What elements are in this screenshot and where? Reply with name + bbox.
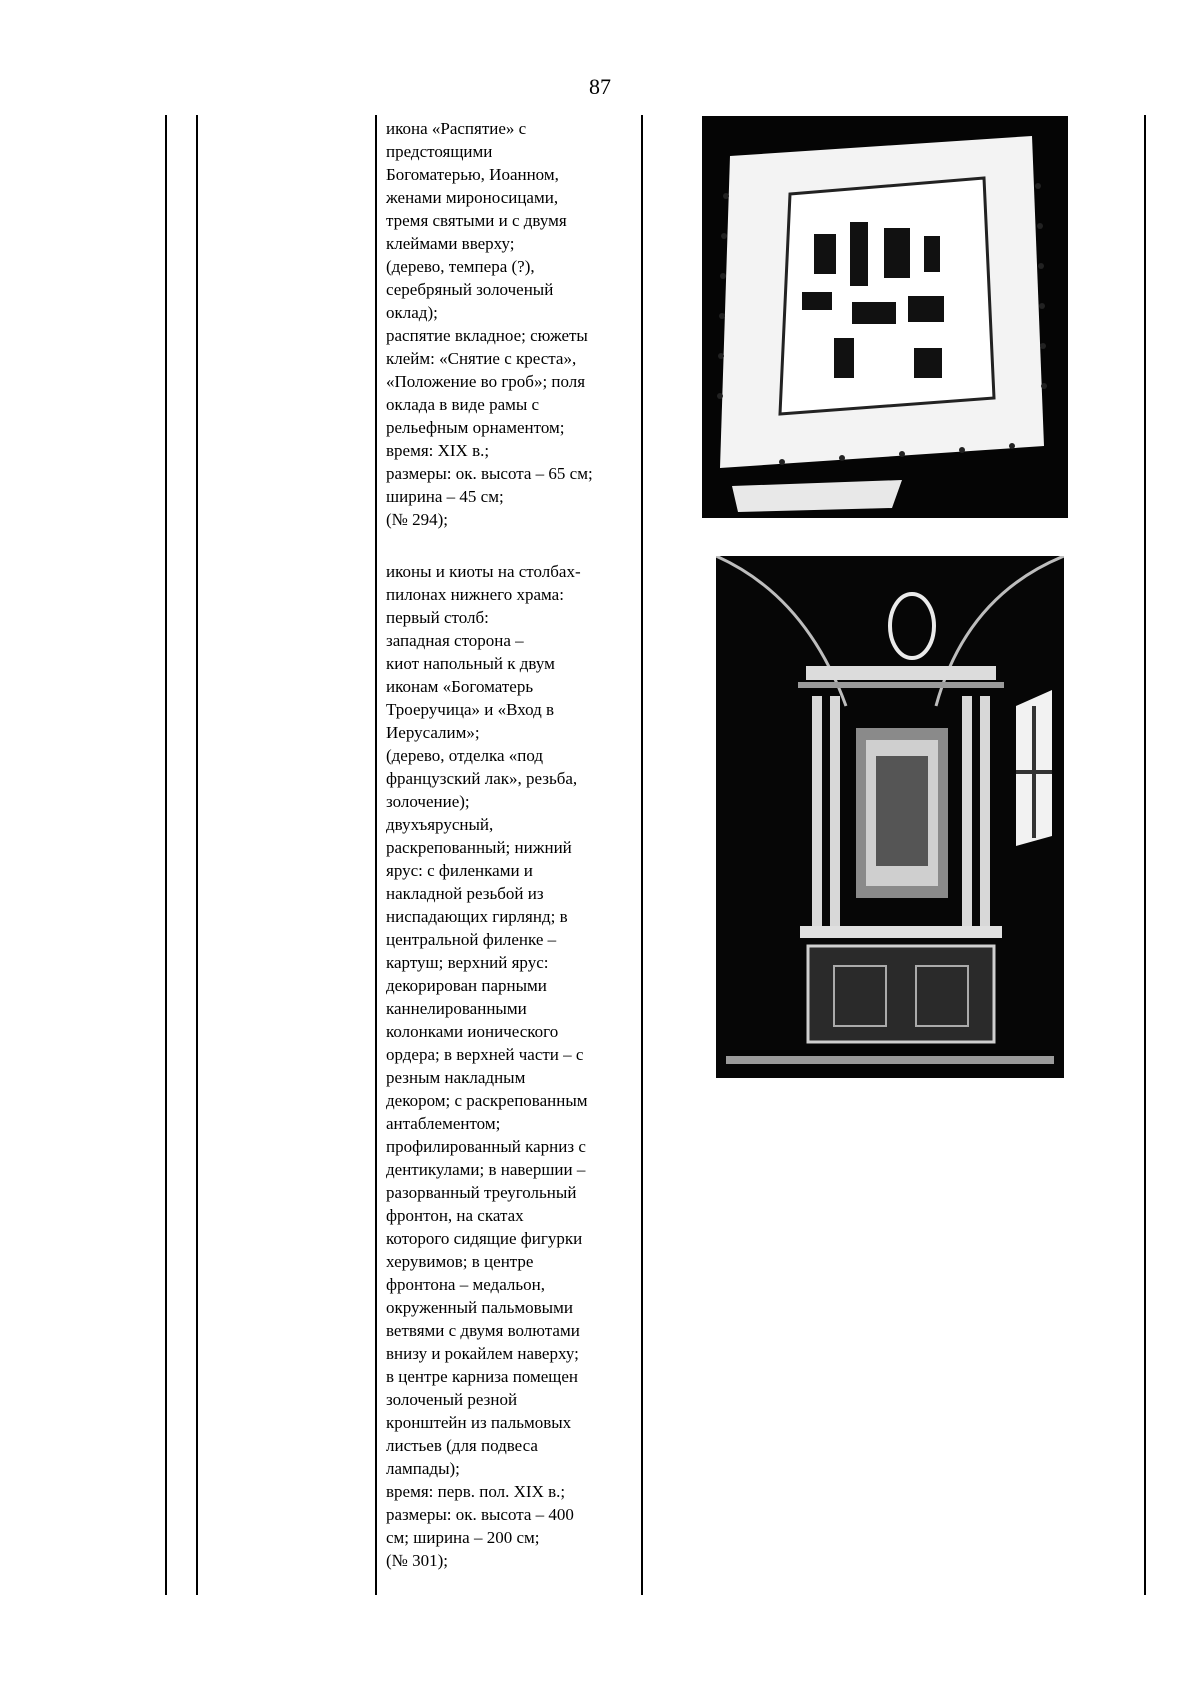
text-line: см; ширина – 200 см; bbox=[386, 1528, 540, 1547]
text-line: рельефным орнаментом; bbox=[386, 418, 565, 437]
table-border-text-left bbox=[375, 115, 377, 1595]
text-line: Троеручица» и «Вход в bbox=[386, 700, 555, 719]
entry-icon-case bbox=[386, 560, 632, 1572]
text-line: иконам «Богоматерь bbox=[386, 677, 534, 696]
text-line: икона «Распятие» с bbox=[386, 119, 527, 138]
text-line: центральной филенке – bbox=[386, 930, 557, 949]
text-line: накладной резьбой из bbox=[386, 884, 544, 903]
text-line: киот напольный к двум bbox=[386, 654, 555, 673]
text-line: золочение); bbox=[386, 792, 470, 811]
text-line: иконы и киоты на столбах- bbox=[386, 562, 581, 581]
text-line: фронтона – медальон, bbox=[386, 1275, 545, 1294]
text-line: женами мироносицами, bbox=[386, 188, 559, 207]
text-line: ярус: с филенками и bbox=[386, 861, 533, 880]
text-line: пилонах нижнего храма: bbox=[386, 585, 564, 604]
text-line: резным накладным bbox=[386, 1068, 526, 1087]
text-line: размеры: ок. высота – 65 см; bbox=[386, 464, 593, 483]
text-line: профилированный карниз с bbox=[386, 1137, 586, 1156]
text-line: размеры: ок. высота – 400 bbox=[386, 1505, 574, 1524]
text-line: фронтон, на скатах bbox=[386, 1206, 524, 1225]
text-line: время: XIX в.; bbox=[386, 441, 490, 460]
text-line: время: перв. пол. XIX в.; bbox=[386, 1482, 566, 1501]
text-line: антаблементом; bbox=[386, 1114, 501, 1133]
text-line: распятие вкладное; сюжеты bbox=[386, 326, 588, 345]
entry-crucifixion-icon bbox=[386, 117, 632, 531]
text-line: каннелированными bbox=[386, 999, 527, 1018]
text-line: золоченый резной bbox=[386, 1390, 518, 1409]
text-line: западная сторона – bbox=[386, 631, 524, 650]
text-line: тремя святыми и с двумя bbox=[386, 211, 567, 230]
text-line: декорирован парными bbox=[386, 976, 547, 995]
text-line: ветвями с двумя волютами bbox=[386, 1321, 580, 1340]
text-line: оклад); bbox=[386, 303, 438, 322]
page-number: 87 bbox=[589, 74, 611, 99]
text-line: колонками ионического bbox=[386, 1022, 559, 1041]
text-line: окруженный пальмовыми bbox=[386, 1298, 573, 1317]
text-line: картуш; верхний ярус: bbox=[386, 953, 549, 972]
text-line: (№ 294); bbox=[386, 510, 449, 529]
text-line: кронштейн из пальмовых bbox=[386, 1413, 572, 1432]
table-border-left-outer bbox=[165, 115, 167, 1595]
text-line: оклада в виде рамы с bbox=[386, 395, 540, 414]
text-line: херувимов; в центре bbox=[386, 1252, 534, 1271]
text-line: французский лак», резьба, bbox=[386, 769, 578, 788]
text-line: серебряный золоченый bbox=[386, 280, 554, 299]
text-line: которого сидящие фигурки bbox=[386, 1229, 583, 1248]
text-line: раскрепованный; нижний bbox=[386, 838, 572, 857]
table-border-left-inner bbox=[196, 115, 198, 1595]
text-line: первый столб: bbox=[386, 608, 489, 627]
photo-icon-case bbox=[716, 556, 1064, 1078]
text-line: (дерево, темпера (?), bbox=[386, 257, 535, 276]
text-line: клеймами вверху; bbox=[386, 234, 515, 253]
text-line: внизу и рокайлем наверху; bbox=[386, 1344, 579, 1363]
text-line: клейм: «Снятие с креста», bbox=[386, 349, 577, 368]
text-line: в центре карниза помещен bbox=[386, 1367, 579, 1386]
text-line: листьев (для подвеса bbox=[386, 1436, 538, 1455]
table-border-text-right bbox=[641, 115, 643, 1595]
text-line: декором; с раскрепованным bbox=[386, 1091, 588, 1110]
text-line: ордера; в верхней части – с bbox=[386, 1045, 584, 1064]
text-line: лампады); bbox=[386, 1459, 460, 1478]
text-line: (дерево, отделка «под bbox=[386, 746, 544, 765]
text-line: ниспадающих гирлянд; в bbox=[386, 907, 568, 926]
text-line: ширина – 45 см; bbox=[386, 487, 504, 506]
text-line: Иерусалим»; bbox=[386, 723, 480, 742]
photo-crucifixion-icon bbox=[702, 116, 1068, 518]
text-line: Богоматерью, Иоанном, bbox=[386, 165, 559, 184]
text-line: «Положение во гроб»; поля bbox=[386, 372, 586, 391]
text-line: разорванный треугольный bbox=[386, 1183, 577, 1202]
text-line: предстоящими bbox=[386, 142, 493, 161]
table-border-right bbox=[1144, 115, 1146, 1595]
text-line: (№ 301); bbox=[386, 1551, 449, 1570]
text-line: двухъярусный, bbox=[386, 815, 494, 834]
text-line: дентикулами; в навершии – bbox=[386, 1160, 586, 1179]
